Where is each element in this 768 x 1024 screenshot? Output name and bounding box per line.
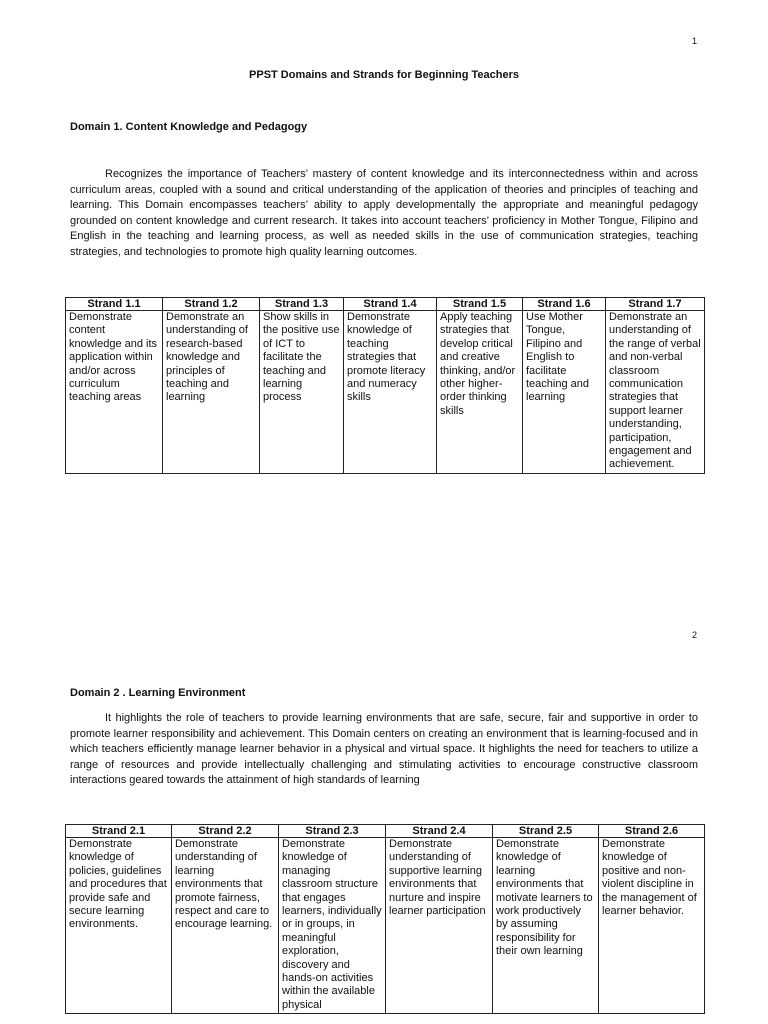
strand-header: Strand 1.4	[344, 298, 437, 311]
domain-1-heading: Domain 1. Content Knowledge and Pedagogy	[70, 121, 308, 133]
strand-header: Strand 1.6	[523, 298, 606, 311]
strand-header: Strand 2.6	[599, 825, 705, 838]
strand-header: Strand 2.2	[172, 825, 279, 838]
strand-description: Demonstrate knowledge of managing classroom structure that engages learners, individually or in groups, in meaningful exploration, discovery and hands-on activities within the available physical	[279, 838, 386, 1014]
table-header-row	[66, 298, 705, 311]
strand-description: Demonstrate an understanding of the range of verbal and non-verbal classroom communication strategies that support learner understanding, participation, engagement and achievement.	[606, 311, 705, 474]
domain-2-description: It highlights the role of teachers to provide learning environments that are safe, secure, fair and supportive in order to promote learner responsibility and achievement. This Domain centers on creating an environment that is learning-focused and in which teachers efficiently manage learner behavior in a physical and virtual space. It highlights the need for teachers to utilize a range of resources and provide intellectually challenging and stimulating activities to encourage constructive classroom interactions geared towards the attainment of high standards of learning	[70, 712, 698, 787]
table-row	[66, 838, 705, 1014]
document-title: PPST Domains and Strands for Beginning Teachers	[249, 69, 519, 81]
strand-description: Demonstrate knowledge of policies, guidelines and procedures that provide safe and secure learning environments.	[66, 838, 172, 1014]
domain-1-description: Recognizes the importance of Teachers’ mastery of content knowledge and its interconnectedness within and across curriculum areas, coupled with a sound and critical understanding of the application of theories and principles of teaching and learning. This Domain encompasses teachers’ ability to apply developmentally the appropriate and meaningful pedagogy grounded on content knowledge and current research. It takes into account teachers’ proficiency in Mother Tongue, Filipino and English in the teaching and learning process, as well as needed skills in the use of communication strategies, teaching strategies, and technologies to promote high quality learning outcomes.	[70, 168, 698, 258]
strand-description: Demonstrate understanding of learning environments that promote fairness, respect and care to encourage learning.	[172, 838, 279, 1014]
strand-header: Strand 1.2	[163, 298, 260, 311]
strand-description: Demonstrate knowledge of learning environments that motivate learners to work productively by assuming responsibility for their own learning	[493, 838, 599, 1014]
strand-header: Strand 2.3	[279, 825, 386, 838]
strand-description: Demonstrate content knowledge and its application within and/or across curriculum teaching areas	[66, 311, 163, 474]
strand-header: Strand 2.4	[386, 825, 493, 838]
strand-header: Strand 1.5	[437, 298, 523, 311]
strand-header: Strand 2.5	[493, 825, 599, 838]
strand-description: Apply teaching strategies that develop critical and creative thinking, and/or other higher-order thinking skills	[437, 311, 523, 474]
strand-description: Demonstrate understanding of supportive learning environments that nurture and inspire learner participation	[386, 838, 493, 1014]
domain-2-heading: Domain 2 . Learning Environment	[70, 687, 246, 699]
strand-description: Use Mother Tongue, Filipino and English to facilitate teaching and learning	[523, 311, 606, 474]
strand-description: Demonstrate knowledge of teaching strategies that promote literacy and numeracy skills	[344, 311, 437, 474]
strand-description: Show skills in the positive use of ICT to facilitate the teaching and learning process	[260, 311, 344, 474]
table-header-row	[66, 825, 705, 838]
domain-1-strands-table	[65, 297, 705, 474]
domain-2-strands-table	[65, 824, 705, 1014]
strand-description: Demonstrate knowledge of positive and non-violent discipline in the management of learner behavior.	[599, 838, 705, 1014]
strand-header: Strand 1.1	[66, 298, 163, 311]
strand-header: Strand 1.7	[606, 298, 705, 311]
page-number: 2	[692, 630, 698, 640]
strand-header: Strand 2.1	[66, 825, 172, 838]
strand-description: Demonstrate an understanding of research-based knowledge and principles of teaching and learning	[163, 311, 260, 474]
table-row	[66, 311, 705, 474]
strand-header: Strand 1.3	[260, 298, 344, 311]
page-number: 1	[692, 36, 698, 46]
